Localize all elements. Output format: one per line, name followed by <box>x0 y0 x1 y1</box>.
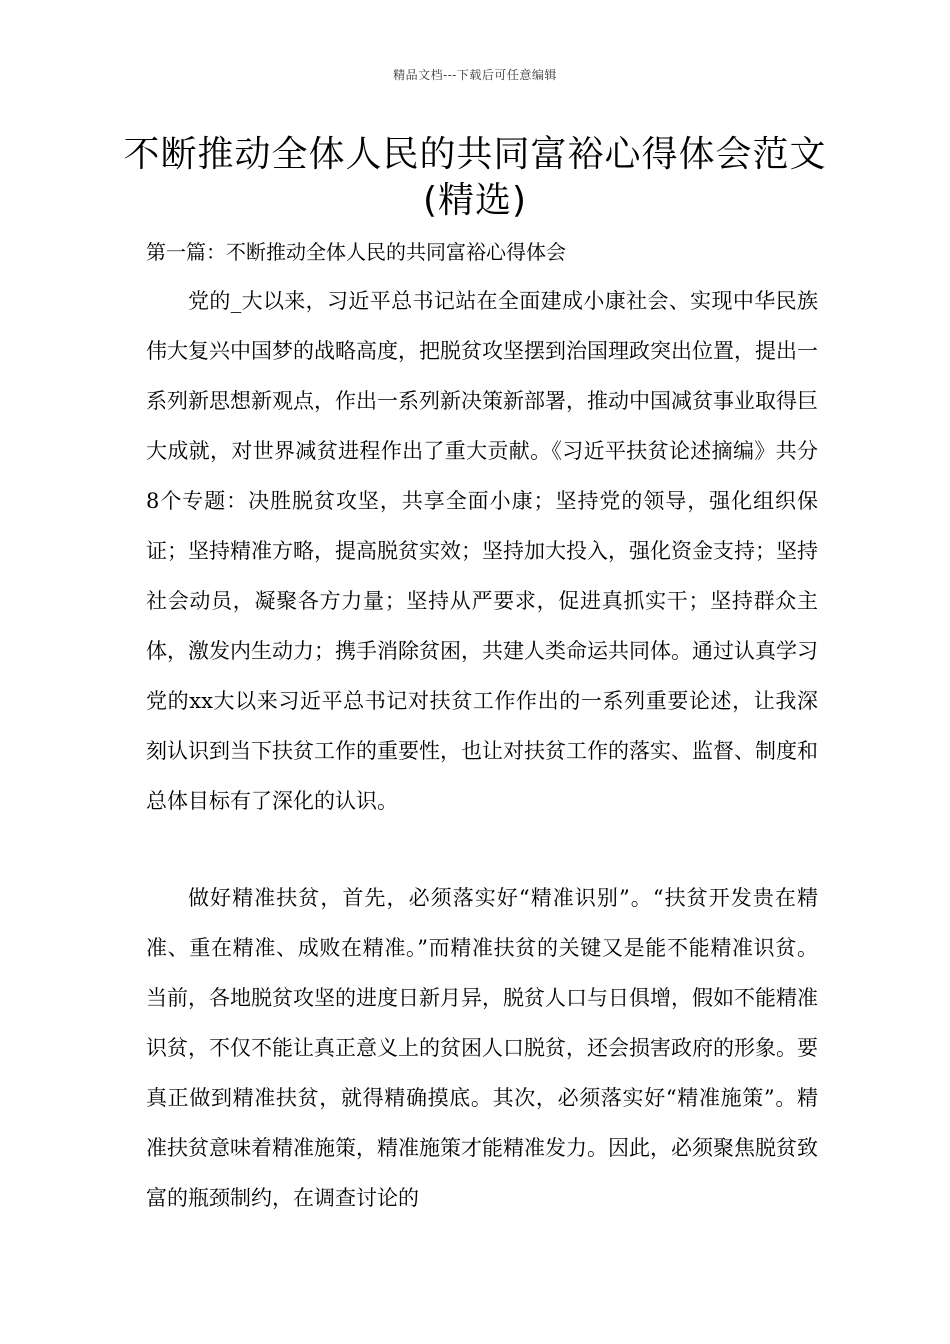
header-note: 精品文档---下载后可任意编辑 <box>393 68 557 82</box>
body-paragraph: 做好精准扶贫，首先，必须落实好“精准识别”。“扶贫开发贵在精准、重在精准、成败在精准。”而精准扶贫的关键又是能不能精准识贫。当前，各地脱贫攻坚的进度日新月异，脱贫人口与日俱增，假如不能精准识贫，不仅不能让真正意义上的贫困人口脱贫，还会损害政府的形象。要真正做到精准扶贫，就得精确摸底。其次，必须落实好“精准施策”。精准扶贫意味着精准施策，精准施策才能精准发力。因此，必须聚焦脱贫致富的瓶颈制约，在调查讨论的 <box>146 886 818 1210</box>
body-paragraph: 党的_大以来，习近平总书记站在全面建成小康社会、实现中华民族伟大复兴中国梦的战略高度，把脱贫攻坚摆到治国理政突出位置，提出一系列新思想新观点，作出一系列新决策新部署，推动中国减贫事业取得巨大成就，对世界减贫进程作出了重大贡献。《习近平扶贫论述摘编》共分8个专题：决胜脱贫攻坚，共享全面小康；坚持党的领导，强化组织保证；坚持精准方略，提高脱贫实效；坚持加大投入，强化资金支持；坚持社会动员，凝聚各方力量；坚持从严要求，促进真抓实干；坚持群众主体，激发内生动力；携手消除贫困，共建人类命运共同体。通过认真学习党的xx大以来习近平总书记对扶贫工作作出的一系列重要论述，让我深刻认识到当下扶贫工作的重要性，也让对扶贫工作的落实、监督、制度和总体目标有了深化的认识。 <box>146 289 818 813</box>
document-title: 不断推动全体人民的共同富裕心得体会范文(精选) <box>123 134 827 221</box>
section-heading: 第一篇：不断推动全体人民的共同富裕心得体会 <box>146 240 566 264</box>
